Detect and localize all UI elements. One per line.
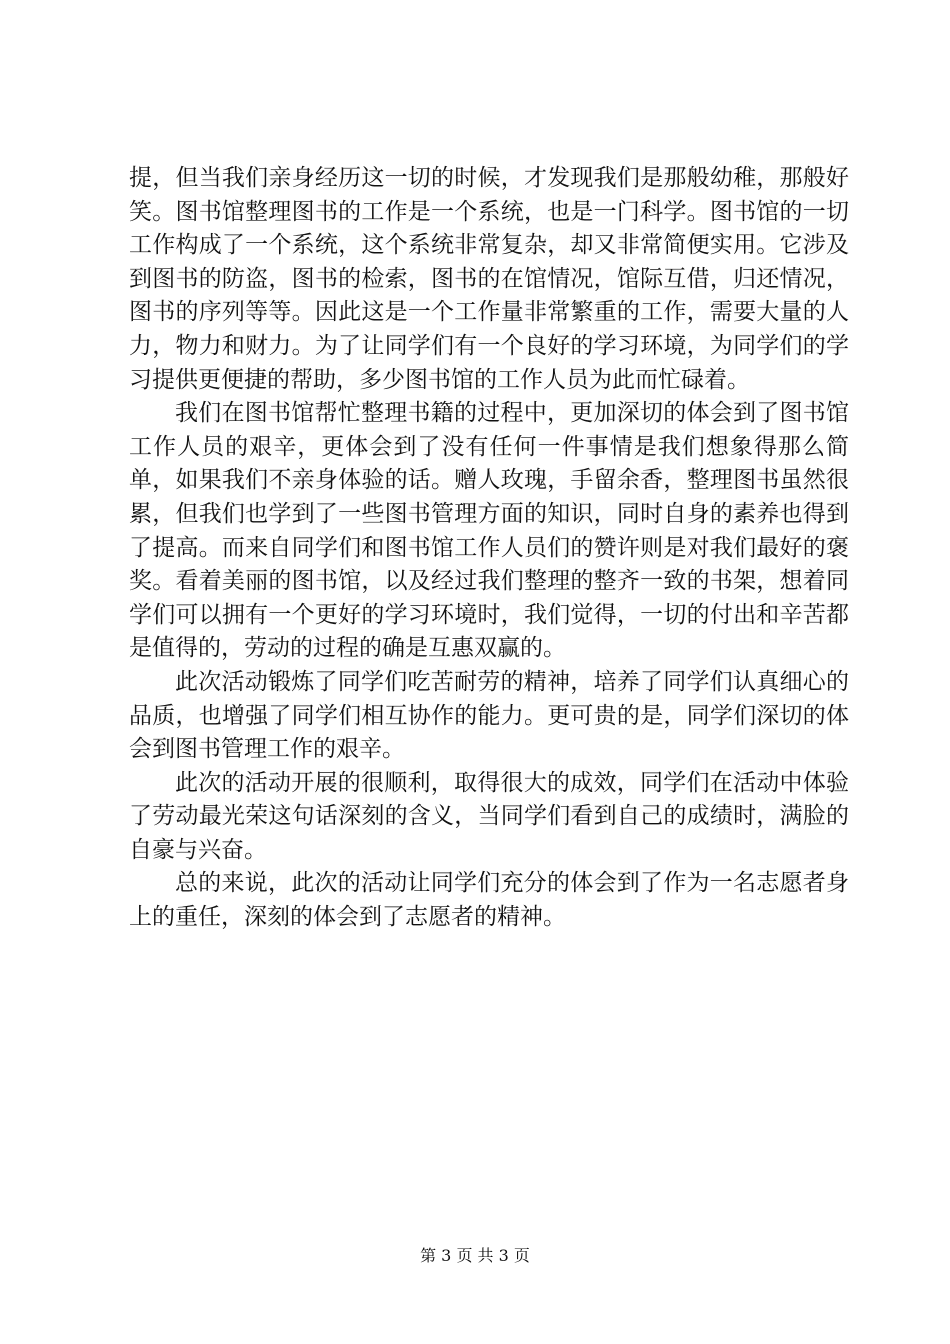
paragraph-activity-benefits: 此次活动锻炼了同学们吃苦耐劳的精神，培养了同学们认真细心的品质，也增强了同学们相互协作的能力。更可贵的是，同学们深切的体会到图书管理工作的艰辛。 [129,668,849,763]
paragraph-activity-results: 此次的活动开展的很顺利，取得很大的成效，同学们在活动中体验了劳动最光荣这句话深刻的含义，当同学们看到自己的成绩时，满脸的自豪与兴奋。 [129,769,849,863]
page-number-footer: 第 3 页 共 3 页 [420,1246,530,1265]
paragraph-continuation: 提，但当我们亲身经历这一切的时候，才发现我们是那般幼稚，那般好笑。图书馆整理图书的工作是一个系统，也是一门科学。图书馆的一切工作构成了一个系统，这个系统非常复杂，却又非常简便实用。它涉及到图书的防盗，图书的检索，图书的在馆情况，馆际互借，归还情况，图书的序列等等。因此这是一个工作量非常繁重的工作，需要大量的人力，物力和财力。为了让同学们有一个良好的学习环境，为同学们的学习提供更便捷的帮助，多少图书馆的工作人员为此而忙碌着。 [129,165,849,393]
document-body [129,162,849,935]
paragraph-summary: 总的来说，此次的活动让同学们充分的体会到了作为一名志愿者身上的重任，深刻的体会到了志愿者的精神。 [129,870,849,931]
paragraph-library-work: 我们在图书馆帮忙整理书籍的过程中，更加深切的体会到了图书馆工作人员的艰辛，更体会到了没有任何一件事情是我们想象得那么简单，如果我们不亲身体验的话。赠人玫瑰，手留余香，整理图书虽然很累，但我们也学到了一些图书管理方面的知识，同时自身的素养也得到了提高。而来自同学们和图书馆工作人员们的赞许则是对我们最好的褒奖。看着美丽的图书馆，以及经过我们整理的整齐一致的书架，想着同学们可以拥有一个更好的学习环境时，我们觉得，一切的付出和辛苦都是值得的，劳动的过程的确是互惠双赢的。 [129,400,849,662]
